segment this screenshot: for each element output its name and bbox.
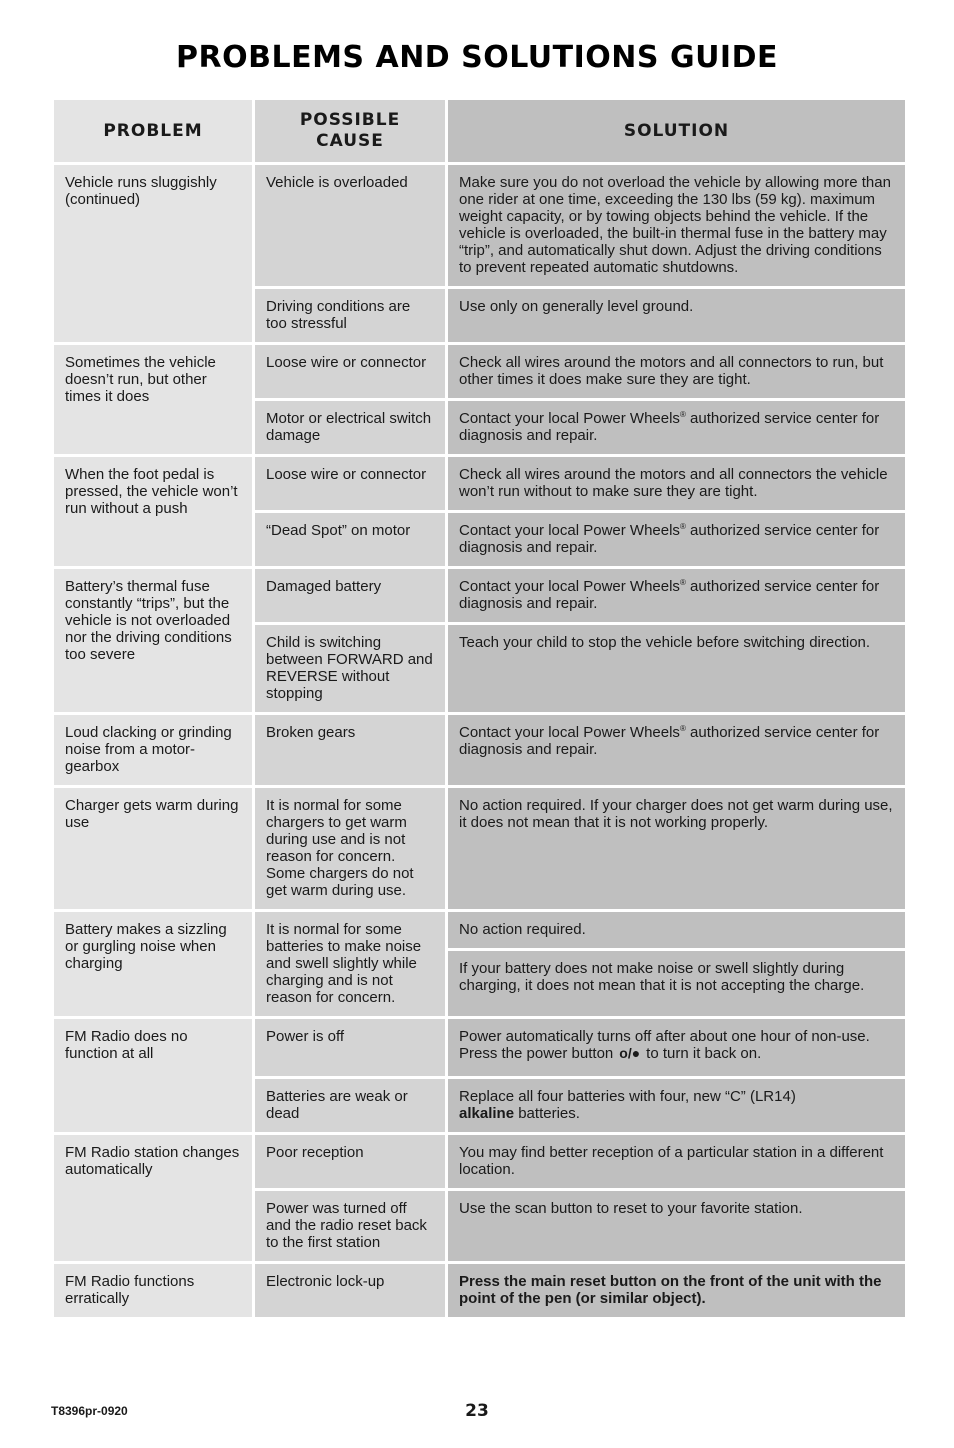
solution-text: Contact your local Power Wheels (459, 578, 680, 595)
cause-cell: Poor reception (255, 1135, 445, 1188)
cause-cell: Power was turned off and the radio reset back to the first station (255, 1191, 445, 1261)
cause-cell: Electronic lock-up (255, 1264, 445, 1317)
solution-cell: No action required. If your charger does not get warm during use, it does not mean that it is not working properly. (448, 788, 905, 909)
problems-solutions-table (51, 97, 908, 1320)
table-row (54, 1135, 905, 1188)
solution-text: authorized service center for diagnosis and repair. (459, 410, 880, 444)
table-row (54, 912, 905, 948)
solution-text: Replace all four batteries with four, new “C” (LR14) (459, 1088, 796, 1105)
registered-mark: ® (679, 724, 686, 733)
table-header-row (54, 100, 905, 162)
problem-cell: FM Radio does no function at all (54, 1019, 252, 1132)
table-row (54, 1019, 905, 1076)
solution-cell: Check all wires around the motors and all connectors the vehicle won’t run without to make sure they are tight. (448, 457, 905, 510)
problem-cell: Battery’s thermal fuse constantly “trips”, but the vehicle is not overloaded nor the driving conditions too severe (54, 569, 252, 712)
solution-cell (448, 569, 905, 622)
header-problem: PROBLEM (54, 100, 252, 162)
solution-text: Contact your local Power Wheels (459, 522, 680, 539)
problem-cell: FM Radio station changes automatically (54, 1135, 252, 1261)
solution-cell: Use only on generally level ground. (448, 289, 905, 342)
registered-mark: ® (679, 522, 686, 531)
solution-cell (448, 401, 905, 454)
cause-cell: “Dead Spot” on motor (255, 513, 445, 566)
cause-cell: It is normal for some chargers to get warm during use and is not reason for concern. Some chargers do not get warm during use. (255, 788, 445, 909)
solution-text-bold: alkaline (459, 1105, 515, 1122)
cause-cell: Driving conditions are too stressful (255, 289, 445, 342)
solution-text: authorized service center for diagnosis and repair. (459, 724, 880, 758)
solution-text: Contact your local Power Wheels (459, 724, 680, 741)
page-number: 23 (465, 1401, 489, 1421)
table-row (54, 457, 905, 510)
problem-cell: Sometimes the vehicle doesn’t run, but other times it does (54, 345, 252, 454)
table-row (54, 569, 905, 622)
solution-cell: No action required. (448, 912, 905, 948)
problem-cell: Vehicle runs sluggishly (continued) (54, 165, 252, 342)
cause-cell: Batteries are weak or dead (255, 1079, 445, 1132)
solution-cell (448, 715, 905, 785)
cause-cell: Damaged battery (255, 569, 445, 622)
table-row (54, 788, 905, 909)
problem-cell: FM Radio functions erratically (54, 1264, 252, 1317)
header-cause-line1: POSSIBLE (299, 110, 401, 130)
solution-cell: You may find better reception of a particular station in a different location. (448, 1135, 905, 1188)
table-row (54, 345, 905, 398)
header-solution: SOLUTION (448, 100, 905, 162)
power-button-icon: o/● (619, 1045, 641, 1061)
solution-cell (448, 513, 905, 566)
registered-mark: ® (679, 410, 686, 419)
table-row (54, 715, 905, 785)
cause-cell: Motor or electrical switch damage (255, 401, 445, 454)
solution-text: Power automatically turns off after about one hour of non-use. Press the power button (459, 1028, 870, 1062)
solution-text: authorized service center for diagnosis and repair. (459, 522, 880, 556)
cause-cell: Power is off (255, 1019, 445, 1076)
problem-cell: Charger gets warm during use (54, 788, 252, 909)
problem-cell: Battery makes a sizzling or gurgling noise when charging (54, 912, 252, 1016)
solution-text: Contact your local Power Wheels (459, 410, 680, 427)
table-row (54, 165, 905, 286)
problem-cell: When the foot pedal is pressed, the vehicle won’t run without a push (54, 457, 252, 566)
solution-text: authorized service center for diagnosis and repair. (459, 578, 880, 612)
header-possible-cause (255, 100, 445, 162)
cause-cell: Loose wire or connector (255, 345, 445, 398)
solution-cell: Teach your child to stop the vehicle before switching direction. (448, 625, 905, 712)
solution-cell: Use the scan button to reset to your favorite station. (448, 1191, 905, 1261)
solution-cell: Check all wires around the motors and all connectors to run, but other times it does make sure they are tight. (448, 345, 905, 398)
cause-cell: Broken gears (255, 715, 445, 785)
page-title: PROBLEMS AND SOLUTIONS GUIDE (176, 40, 778, 75)
solution-cell (448, 1019, 905, 1076)
problem-cell: Loud clacking or grinding noise from a motor-gearbox (54, 715, 252, 785)
cause-cell: Loose wire or connector (255, 457, 445, 510)
solution-cell: If your battery does not make noise or swell slightly during charging, it does not mean that it is not accepting the charge. (448, 951, 905, 1016)
solution-cell (448, 1079, 905, 1132)
solution-cell: Make sure you do not overload the vehicle by allowing more than one rider at one time, exceeding the 130 lbs (59 kg). maximum weight capacity, or by towing objects behind the vehicle. If the vehicle is overloaded, the built-in thermal fuse in the battery may “trip”, and automatically shut down. Adjust the driving conditions to prevent repeated automatic shutdowns. (448, 165, 905, 286)
header-cause-line2: CAUSE (316, 131, 384, 151)
registered-mark: ® (679, 578, 686, 587)
solution-text: to turn it back on. (646, 1045, 762, 1062)
document-code: T8396pr-0920 (51, 1404, 128, 1418)
cause-cell: It is normal for some batteries to make noise and swell slightly while charging and is not reason for concern. (255, 912, 445, 1016)
solution-text: batteries. (514, 1105, 580, 1122)
solution-cell: Press the main reset button on the front of the unit with the point of the pen (or similar object). (448, 1264, 905, 1317)
cause-cell: Vehicle is overloaded (255, 165, 445, 286)
table-row (54, 1264, 905, 1317)
cause-cell: Child is switching between FORWARD and REVERSE without stopping (255, 625, 445, 712)
